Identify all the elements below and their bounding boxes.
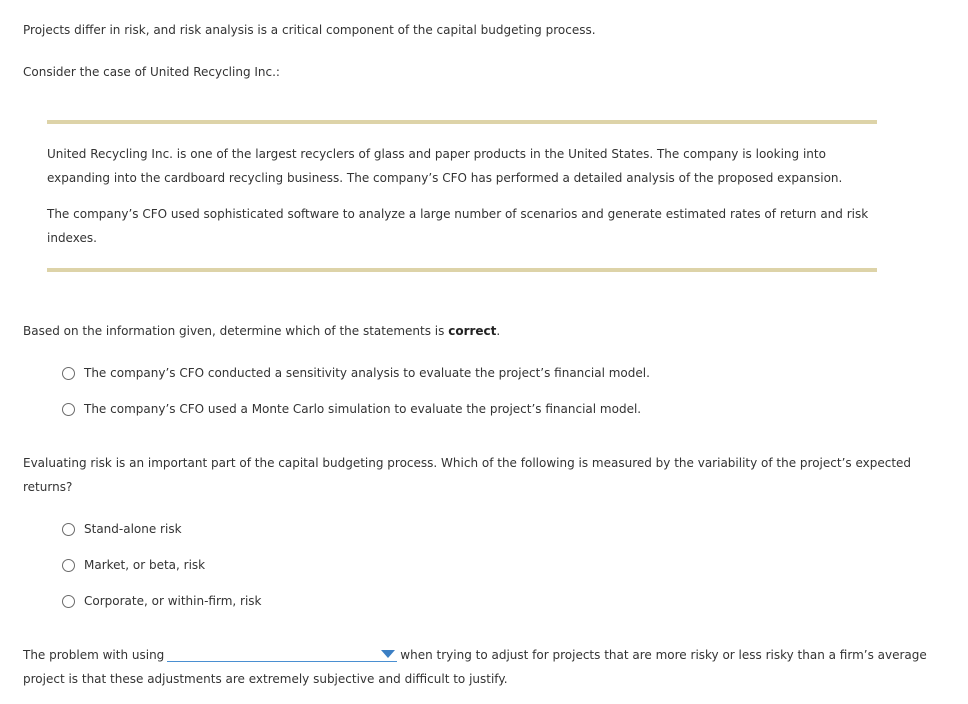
question-1-prompt-suffix: . bbox=[496, 324, 501, 338]
question-3-suffix: when trying to adjust for projects that are more risky or less risky than a firm’s average project is that these adjustments are extremely subjective and difficult to justify. bbox=[23, 648, 927, 686]
option-label: The company’s CFO conducted a sensitivity analysis to evaluate the project’s financial model. bbox=[84, 366, 650, 380]
question-1-prompt-prefix: Based on the information given, determine which of the statements is bbox=[23, 324, 449, 338]
risk-method-dropdown[interactable] bbox=[167, 645, 397, 662]
case-box bbox=[47, 120, 877, 272]
question-3-sentence bbox=[23, 643, 953, 691]
question-2-option-corporate[interactable] bbox=[62, 591, 262, 611]
case-paragraph-1: United Recycling Inc. is one of the largest recyclers of glass and paper products in the United States. The company is looking into expanding into the cardboard recycling business. The company’s CFO has performed a detailed analysis of the proposed expansion. bbox=[47, 147, 843, 185]
question-1-prompt bbox=[23, 319, 500, 343]
question-3-prefix: The problem with using bbox=[23, 648, 165, 662]
case-intro-text: Consider the case of United Recycling Inc.: bbox=[23, 65, 280, 79]
question-2-prompt: Evaluating risk is an important part of the capital budgeting process. Which of the following is measured by the variability of the project’s expected returns? bbox=[23, 456, 912, 494]
option-label: Market, or beta, risk bbox=[84, 558, 206, 572]
question-1-option-monte-carlo[interactable] bbox=[62, 399, 641, 419]
question-2-option-market-beta[interactable] bbox=[62, 555, 205, 575]
question-1-option-sensitivity[interactable] bbox=[62, 363, 650, 383]
radio-button[interactable] bbox=[62, 367, 75, 380]
option-label: Stand-alone risk bbox=[84, 522, 182, 536]
option-label: Corporate, or within-firm, risk bbox=[84, 594, 262, 608]
radio-button[interactable] bbox=[62, 559, 75, 572]
radio-button[interactable] bbox=[62, 523, 75, 536]
radio-button[interactable] bbox=[62, 403, 75, 416]
radio-button[interactable] bbox=[62, 595, 75, 608]
question-1-prompt-bold: correct bbox=[448, 324, 497, 338]
option-label: The company’s CFO used a Monte Carlo simulation to evaluate the project’s financial model. bbox=[84, 402, 642, 416]
question-2-option-stand-alone[interactable] bbox=[62, 519, 182, 539]
case-paragraph-2: The company’s CFO used sophisticated software to analyze a large number of scenarios and generate estimated rates of return and risk indexes. bbox=[47, 207, 869, 245]
intro-text: Projects differ in risk, and risk analysis is a critical component of the capital budgeting process. bbox=[23, 23, 596, 37]
chevron-down-icon[interactable] bbox=[381, 650, 395, 658]
